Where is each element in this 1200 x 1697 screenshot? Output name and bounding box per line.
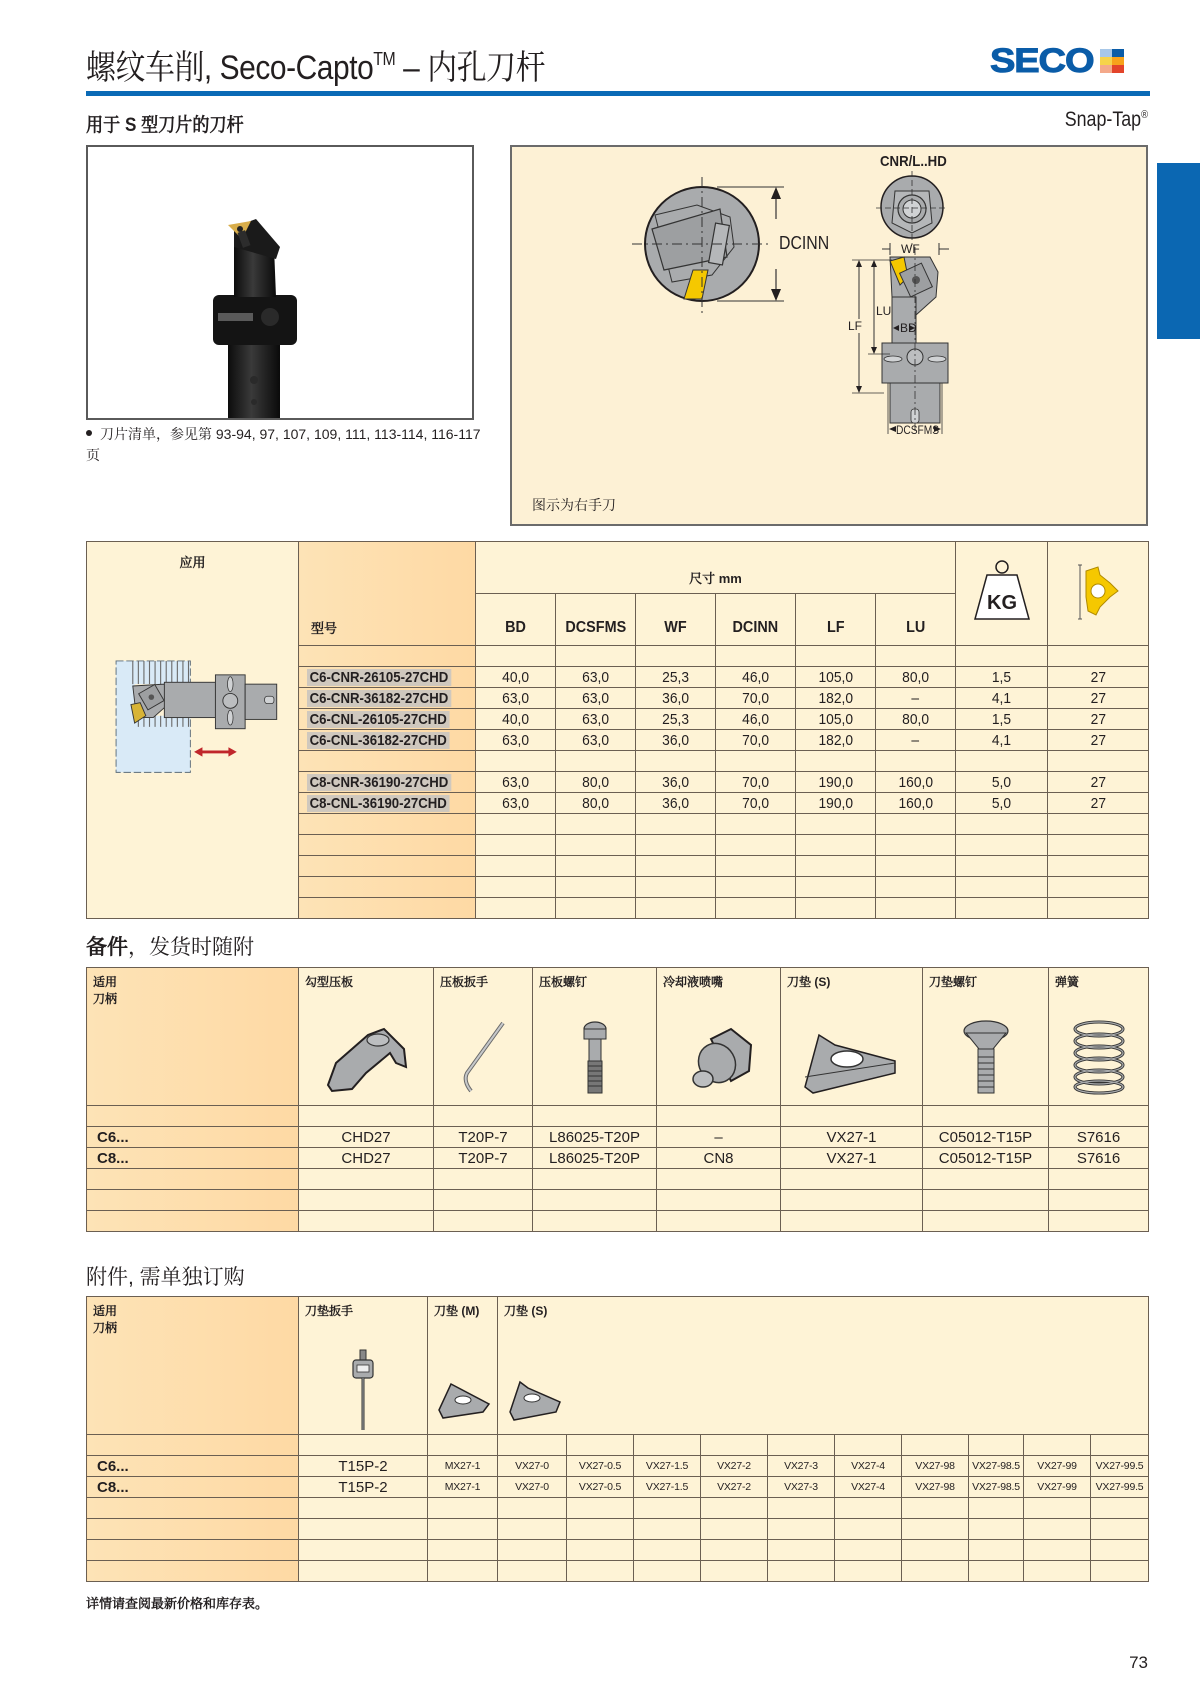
model-code[interactable]: C6-CNL-26105-27CHD [307, 711, 449, 728]
application-label: 应用 [179, 555, 206, 570]
weight-header [956, 542, 1048, 646]
variant-label: CNR/L..HD [880, 153, 947, 170]
table-row[interactable]: C6-CNR-26105-27CHD 40,0 63,0 25,3 46,0 105,0 80,0 1,5 27 [87, 667, 1149, 688]
table-row-blank [87, 1106, 1149, 1127]
shim-m-icon [435, 1378, 491, 1420]
shank-header: 适用 刀柄 [87, 1297, 299, 1435]
technical-diagram [510, 145, 1148, 526]
wf-label: WF [901, 242, 920, 256]
bd-label: BD [900, 321, 917, 335]
page-title: 螺纹车削, Seco-Capto™ – 内孔刀杆 [86, 49, 546, 87]
table-row[interactable]: C8... T15P-2 MX27-1 VX27-0 VX27-0.5 VX27-1.5 VX27-2 VX27-3 VX27-4 VX27-98 VX27-98.5 VX27-99 VX27-99.5 [87, 1477, 1149, 1498]
col-header-spring: 弹簧 [1049, 968, 1149, 1106]
col-header-dcinn: DCINN [716, 594, 796, 646]
page-number: 73 [1129, 1653, 1148, 1672]
table-row[interactable]: C6-CNR-36182-27CHD 63,0 63,0 36,0 70,0 182,0 – 4,1 27 [87, 688, 1149, 709]
table-row-blank [87, 1519, 1149, 1540]
dcinn-label: DCINN [779, 233, 830, 253]
shank-label: C6... [87, 1456, 299, 1477]
table-row-blank [87, 1190, 1149, 1211]
col-header-shim-m: 刀垫 (M) [428, 1297, 498, 1435]
insert-size-header [1048, 542, 1149, 646]
table-row-blank [87, 1435, 1149, 1456]
model-code[interactable]: C8-CNR-36190-27CHD [307, 774, 451, 791]
table-row[interactable]: C8-CNL-36190-27CHD 63,0 80,0 36,0 70,0 190,0 160,0 5,0 27 [87, 793, 1149, 814]
section-tab [1157, 163, 1200, 339]
shim-screw-icon [961, 1019, 1011, 1095]
table-row[interactable]: C8-CNR-36190-27CHD 63,0 80,0 36,0 70,0 190,0 160,0 5,0 27 [87, 772, 1149, 793]
logo-text: SECO [990, 41, 1094, 80]
brand-name: Snap-Tap® [1064, 108, 1148, 131]
subtitle: 用于 S 型刀片的刀杆 [86, 115, 244, 136]
tool-dimension-drawing-icon [512, 147, 1146, 487]
seco-logo [990, 41, 1124, 80]
spring-icon [1069, 1019, 1129, 1095]
spare-parts-title: 备件，发货时随附 [86, 936, 254, 959]
table-row-blank [87, 1169, 1149, 1190]
shank-label: C8... [87, 1477, 299, 1498]
hex-key-icon [453, 1019, 513, 1095]
table-row[interactable]: C6... T15P-2 MX27-1 VX27-0 VX27-0.5 VX27-1.5 VX27-2 VX27-3 VX27-4 VX27-98 VX27-98.5 VX27-99 VX27-99.5 [87, 1456, 1149, 1477]
shank-label: C6... [87, 1127, 299, 1148]
table-row-blank [87, 1561, 1149, 1582]
insert-size-icon [1070, 557, 1126, 627]
table-row[interactable]: C6-CNL-36182-27CHD 63,0 63,0 36,0 70,0 182,0 – 4,1 27 [87, 730, 1149, 751]
table-row[interactable]: C6... CHD27 T20P-7 L86025-T20P – VX27-1 C05012-T15P S7616 [87, 1127, 1149, 1148]
col-header-shim-key: 刀垫扳手 [299, 1297, 428, 1435]
footnote: 详情请查阅最新价格和库存表。 [86, 1596, 269, 1611]
shim-icon [799, 1025, 905, 1095]
bullet-icon [86, 430, 92, 436]
accessories-table [86, 1296, 1149, 1582]
application-cell [87, 542, 299, 919]
accessories-title: 附件, 需单独订购 [86, 1266, 245, 1289]
clamp-icon [318, 1023, 414, 1095]
shank-header: 适用 刀柄 [87, 968, 299, 1106]
col-header-bd: BD [476, 594, 556, 646]
model-code[interactable]: C8-CNL-36190-27CHD [307, 795, 449, 812]
boring-bar-image-icon [88, 147, 474, 420]
application-diagram-icon [95, 647, 295, 777]
table-row-blank [87, 1498, 1149, 1519]
clamp-screw-icon [575, 1019, 615, 1095]
model-code[interactable]: C6-CNL-36182-27CHD [307, 732, 449, 749]
col-header-shim-screw: 刀垫螺钉 [923, 968, 1049, 1106]
coolant-nozzle-icon [681, 1025, 757, 1095]
torx-key-icon [348, 1348, 378, 1432]
dcsfms-label: DCSFMS [896, 423, 940, 437]
shank-label: C8... [87, 1148, 299, 1169]
table-row-blank [87, 1211, 1149, 1232]
table-row-blank [87, 1540, 1149, 1561]
col-header-clamp-screw: 压板螺钉 [533, 968, 657, 1106]
diagram-caption: 图示为右手刀 [532, 497, 616, 513]
col-header-lu: LU [876, 594, 956, 646]
table-row[interactable]: C6-CNL-26105-27CHD 40,0 63,0 25,3 46,0 105,0 80,0 1,5 27 [87, 709, 1149, 730]
weight-kg-icon [969, 557, 1035, 627]
header-rule [86, 91, 1150, 96]
model-code[interactable]: C6-CNR-26105-27CHD [307, 669, 451, 686]
model-code[interactable]: C6-CNR-36182-27CHD [307, 690, 451, 707]
col-header-wf: WF [636, 594, 716, 646]
col-header-shims-s: 刀垫 (S) [498, 1297, 1149, 1435]
svg-text:KG: KG [986, 591, 1017, 614]
logo-color-squares-icon [1100, 49, 1124, 73]
col-header-dcsfms: DCSFMS [556, 594, 636, 646]
shim-s-icon [506, 1376, 562, 1422]
product-photo [86, 145, 474, 420]
insert-reference-note: 刀片清单，参见第 93-94, 97, 107, 109, 111, 113-114, 116-117 页 [86, 426, 481, 463]
col-header-clamp-key: 压板扳手 [434, 968, 533, 1106]
col-header-shim-s: 刀垫 (S) [781, 968, 923, 1106]
dimensions-header: 尺寸 mm [476, 542, 956, 594]
spare-parts-table [86, 967, 1149, 1232]
lf-label: LF [848, 319, 863, 333]
lu-label: LU [876, 304, 892, 318]
col-header-lf: LF [796, 594, 876, 646]
model-header: 型号 [299, 542, 476, 646]
tool-holder-table [86, 541, 1149, 919]
table-row[interactable]: C8... CHD27 T20P-7 L86025-T20P CN8 VX27-1 C05012-T15P S7616 [87, 1148, 1149, 1169]
col-header-clamp: 勾型压板 [299, 968, 434, 1106]
col-header-coolant-nozzle: 冷却液喷嘴 [657, 968, 781, 1106]
